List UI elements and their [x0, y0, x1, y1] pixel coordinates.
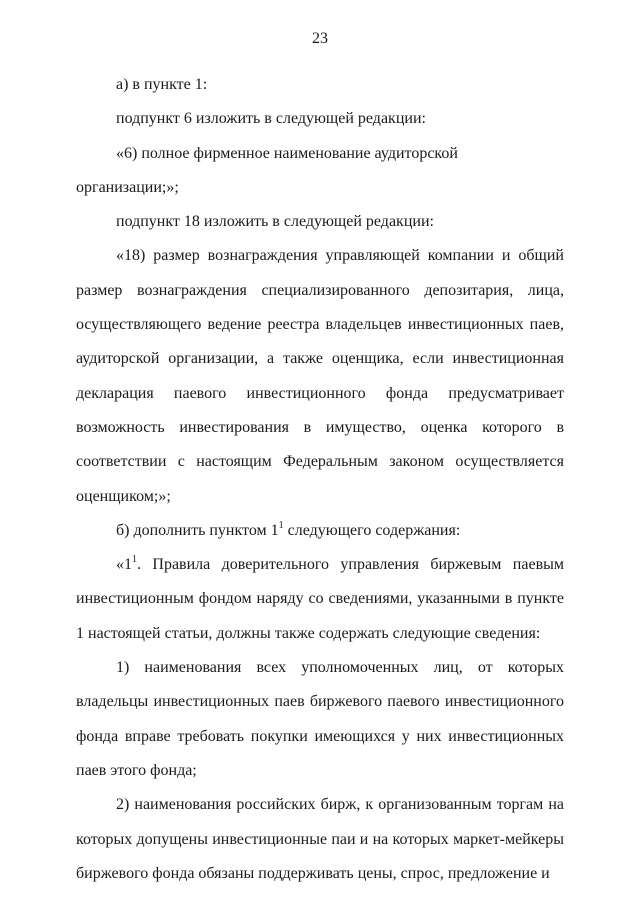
- paragraph-subpoint-6-text: «6) полное фирменное наименование аудиторской организации;»;: [76, 144, 458, 196]
- paragraph-item-b-text: б) дополнить пунктом 1: [116, 521, 279, 539]
- paragraph-point-1-1-start: «1: [116, 556, 132, 574]
- paragraph-subpoint-6-intro: подпункт 6 изложить в следующей редакции:: [116, 110, 426, 128]
- paragraph-point-1-1: [76, 548, 564, 651]
- page-number: 23: [312, 30, 328, 47]
- superscript-index: 1: [278, 519, 284, 531]
- paragraph-subpoint-18-intro: подпункт 18 изложить в следующей редакции:: [116, 213, 434, 231]
- superscript-index: 1: [132, 553, 137, 565]
- paragraph-item-a: а) в пункте 1:: [116, 76, 208, 93]
- paragraph-item-b: [76, 514, 564, 548]
- paragraph-list-item-2: 2) наименования российских бирж, к организованным торгам на которых допущены инвестиционные паи и на которых маркет-мейкеры биржевого фонда обязаны поддерживать цены, спрос, предложение и: [76, 796, 564, 882]
- document-body: [76, 68, 564, 891]
- paragraph-subpoint-18-text: «18) размер вознаграждения управляющей компании и общий размер вознаграждения специализированного депозитария, лица, осуществляющего ведение реестра владельцев инвестиционных паев, аудиторской организации, а также оценщика, если инвестиционная декларация паевого инвестиционного фонда предусматривает возможность инвестирования в имущество, оценка которого в соответствии с настоящим Федеральным законом осуществляется оценщиком;»;: [76, 247, 564, 505]
- paragraph-list-item-1: 1) наименования всех уполномоченных лиц, от которых владельцы инвестиционных паев биржевого паевого инвестиционного фонда вправе требовать покупки имеющихся у них инвестиционных паев этого фонда;: [76, 659, 564, 779]
- paragraph-item-b-tail: следующего содержания:: [283, 521, 461, 539]
- paragraph-point-1-1-text: . Правила доверительного управления биржевым паевым инвестиционным фондом наряду со сведениями, указанными в пункте 1 настоящей статьи, должны также содержать следующие сведения:: [76, 556, 564, 642]
